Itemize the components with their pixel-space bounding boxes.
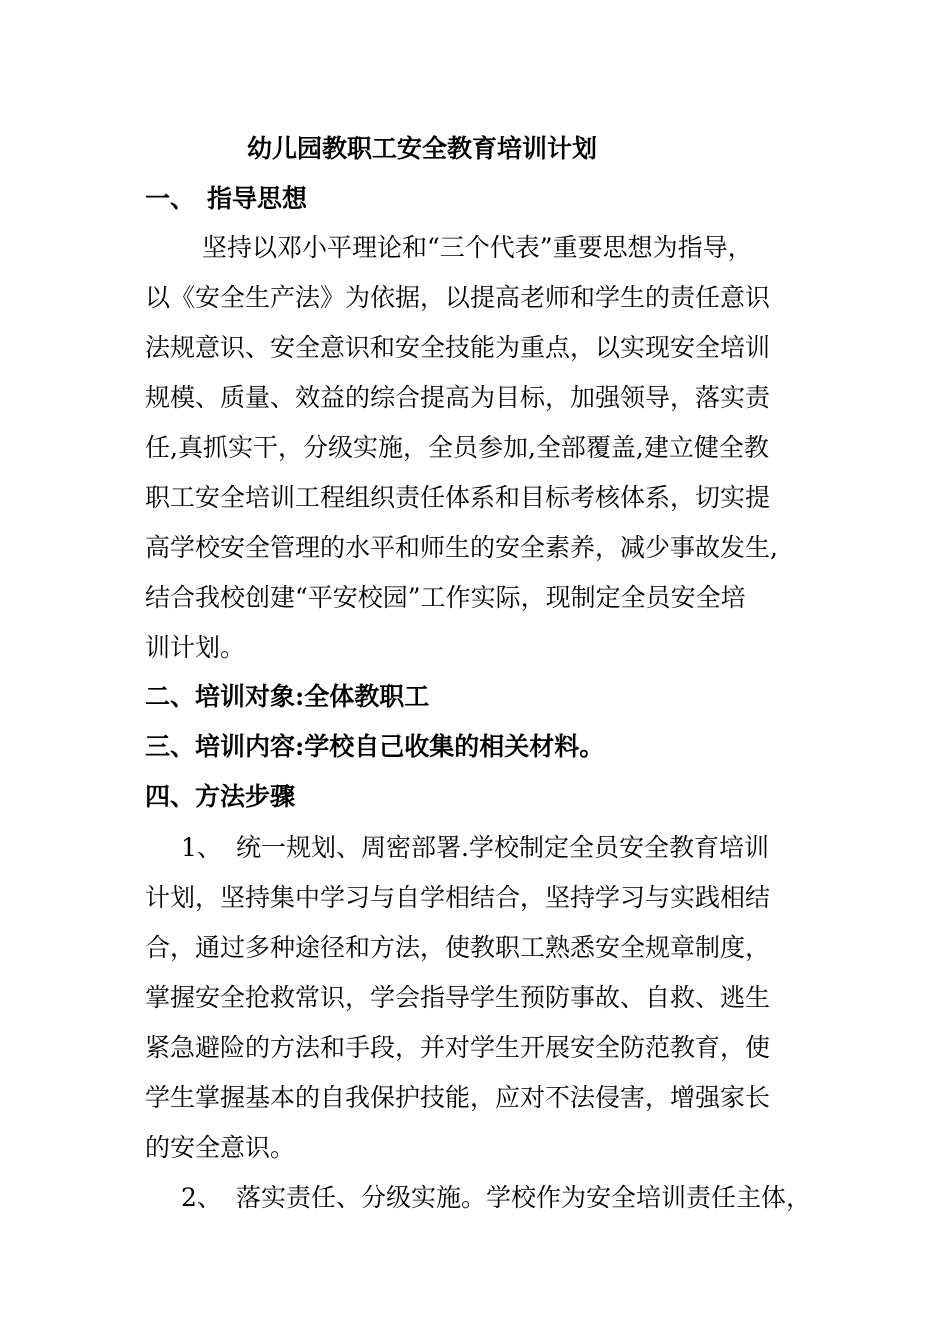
section-1-number: 一、	[145, 184, 196, 213]
paragraph-line: 高学校安全管理的水平和师生的安全素养，减少事故发生,	[145, 533, 778, 562]
paragraph-line: 计划，坚持集中学习与自学相结合，坚持学习与实践相结	[145, 883, 771, 912]
item-1-first-line: 统一规划、周密部署.学校制定全员安全教育培训	[236, 833, 769, 862]
paragraph-line: 掌握安全抢救常识，学会指导学生预防事故、自救、逃生	[145, 983, 771, 1012]
section-1-paragraph	[145, 223, 825, 673]
paragraph-line: 紧急避险的方法和手段，并对学生开展安全防范教育，使	[145, 1033, 771, 1062]
paragraph-line: 法规意识、安全意识和安全技能为重点，以实现安全培训	[145, 333, 771, 362]
paragraph-line: 职工安全培训工程组织责任体系和目标考核体系，切实提	[145, 483, 771, 512]
section-3-heading: 三、培训内容:学校自己收集的相关材料。	[145, 732, 605, 761]
document-title: 幼儿园教职工安全教育培训计划	[247, 134, 598, 163]
section-4-item-1	[145, 823, 825, 1173]
section-1-heading	[145, 182, 307, 216]
paragraph-line: 任,真抓实干，分级实施，全员参加,全部覆盖,建立健全教	[145, 433, 769, 462]
section-4-heading: 四、方法步骤	[145, 782, 296, 811]
item-2-first-line: 落实责任、分级实施。学校作为安全培训责任主体，	[236, 1183, 812, 1212]
paragraph-line: 训计划。	[145, 633, 246, 662]
paragraph-line: 合，通过多种途径和方法，使教职工熟悉安全规章制度，	[145, 933, 771, 962]
section-2-heading: 二、培训对象:全体教职工	[145, 682, 430, 711]
paragraph-line: 以《安全生产法》为依据，以提高老师和学生的责任意识	[145, 283, 771, 312]
paragraph-line: 结合我校创建“平安校园”工作实际，现制定全员安全培	[145, 583, 746, 612]
section-4-item-2	[145, 1173, 825, 1223]
paragraph-line	[145, 1173, 825, 1223]
paragraph-line: 学生掌握基本的自我保护技能，应对不法侵害，增强家长	[145, 1083, 771, 1112]
item-2-number: 2、	[181, 1183, 222, 1212]
item-1-number: 1、	[181, 833, 222, 862]
section-1-title: 指导思想	[207, 184, 308, 213]
paragraph-line	[145, 823, 825, 873]
paragraph-line: 的安全意识。	[145, 1133, 296, 1162]
paragraph-line: 规模、质量、效益的综合提高为目标，加强领导，落实责	[145, 383, 771, 412]
paragraph-line: 坚持以邓小平理论和“三个代表”重要思想为指导，	[202, 233, 753, 262]
